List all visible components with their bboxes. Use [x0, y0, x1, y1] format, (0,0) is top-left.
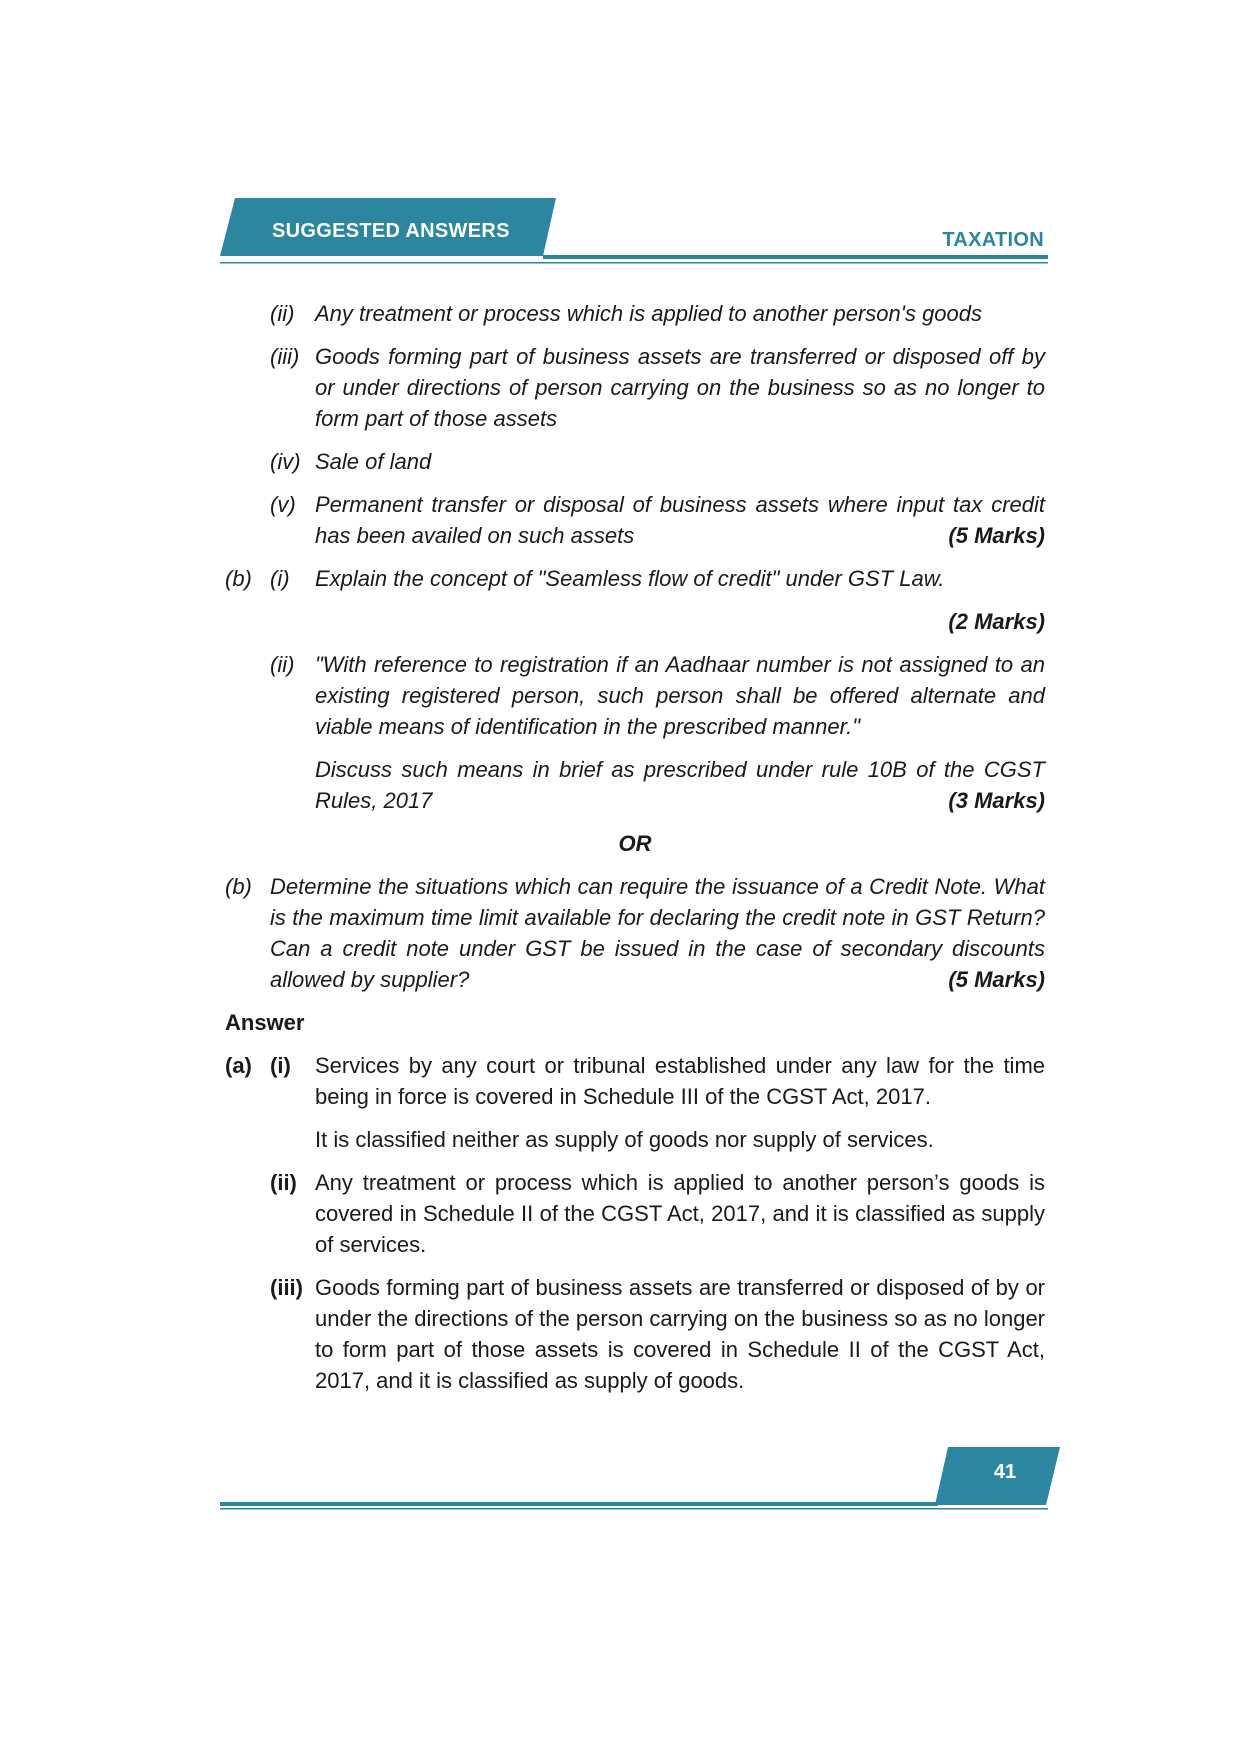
marks-label: (5 Marks) [948, 967, 1045, 992]
footer-banner-graphic [0, 1440, 1241, 1520]
item-text-body: Determine the situations which can require the issuance of a Credit Note. What is the maximum time limit available for declaring the credit note in GST Return? Can a credit note under GST be issued in the case of secondary discounts allowed by supplier? [270, 874, 1045, 992]
page-number: 41 [993, 1461, 1017, 1483]
marks-label: (3 Marks) [948, 788, 1045, 813]
answer-item [225, 1050, 1045, 1112]
answer-item [225, 1167, 1045, 1260]
item-number: (i) [270, 566, 290, 591]
item-number: (ii) [270, 301, 295, 326]
marks-label: (2 Marks) [948, 609, 1045, 634]
marks-label: (5 Marks) [948, 523, 1045, 548]
item-text: Services by any court or tribunal established under any law for the time being in force is covered in Schedule III of the CGST Act, 2017. [315, 1053, 1045, 1109]
answer-paragraph: It is classified neither as supply of goods nor supply of services. [315, 1127, 934, 1152]
item-number: (iii) [270, 344, 300, 369]
question-item [225, 341, 1045, 434]
item-number: (iii) [270, 1275, 303, 1300]
item-text: Goods forming part of business assets are transferred or disposed off by or under directions of person carrying on the business so as no longer to form part of those assets [315, 344, 1045, 431]
item-text [315, 489, 1045, 551]
part-label: (b) [225, 874, 252, 899]
question-item [225, 489, 1045, 551]
part-label: (b) [225, 566, 252, 591]
question-item [225, 563, 1045, 594]
question-item [225, 298, 1045, 329]
part-label: (a) [225, 1053, 252, 1078]
page-header [0, 0, 1241, 270]
item-number: (i) [270, 1053, 291, 1078]
answer-section [225, 1050, 1045, 1396]
item-text-body: Discuss such means in brief as prescribed under rule 10B of the CGST Rules, 2017 [315, 757, 1045, 813]
item-text [315, 754, 1045, 816]
item-text-body: Permanent transfer or disposal of business assets where input tax credit has been availed on such assets [315, 492, 1045, 548]
answer-item [225, 1272, 1045, 1396]
question-item [225, 446, 1045, 477]
item-text: Explain the concept of "Seamless flow of credit" under GST Law. [315, 566, 945, 591]
item-number: (ii) [270, 652, 295, 677]
item-number: (v) [270, 492, 296, 517]
item-text: Goods forming part of business assets are transferred or disposed of by or under the directions of the person carrying on the business so as no longer to form part of those assets is covered in Schedule II of the CGST Act, 2017, and it is classified as supply of goods. [315, 1275, 1045, 1393]
item-text [270, 871, 1045, 995]
item-number: (ii) [270, 1170, 297, 1195]
header-banner-graphic [0, 0, 1241, 270]
header-subject-label: TAXATION [942, 229, 1044, 251]
page-footer [0, 1440, 1241, 1520]
item-number: (iv) [270, 449, 301, 474]
item-text: Sale of land [315, 449, 432, 474]
page-content [225, 298, 1045, 1408]
item-text: Any treatment or process which is applied to another person's goods [315, 301, 983, 326]
item-text: Any treatment or process which is applied to another person’s goods is covered in Schedule II of the CGST Act, 2017, and it is classified as supply of services. [315, 1170, 1045, 1257]
header-section-label: SUGGESTED ANSWERS [272, 220, 510, 242]
or-separator: OR [618, 831, 652, 856]
item-text: "With reference to registration if an Aadhaar number is not assigned to an existing registered person, such person shall be offered alternate and viable means of identification in the prescribed manner." [315, 652, 1045, 739]
question-item [225, 871, 1045, 995]
question-item-continuation [225, 754, 1045, 816]
question-item [225, 649, 1045, 742]
answer-heading: Answer [225, 1010, 305, 1035]
